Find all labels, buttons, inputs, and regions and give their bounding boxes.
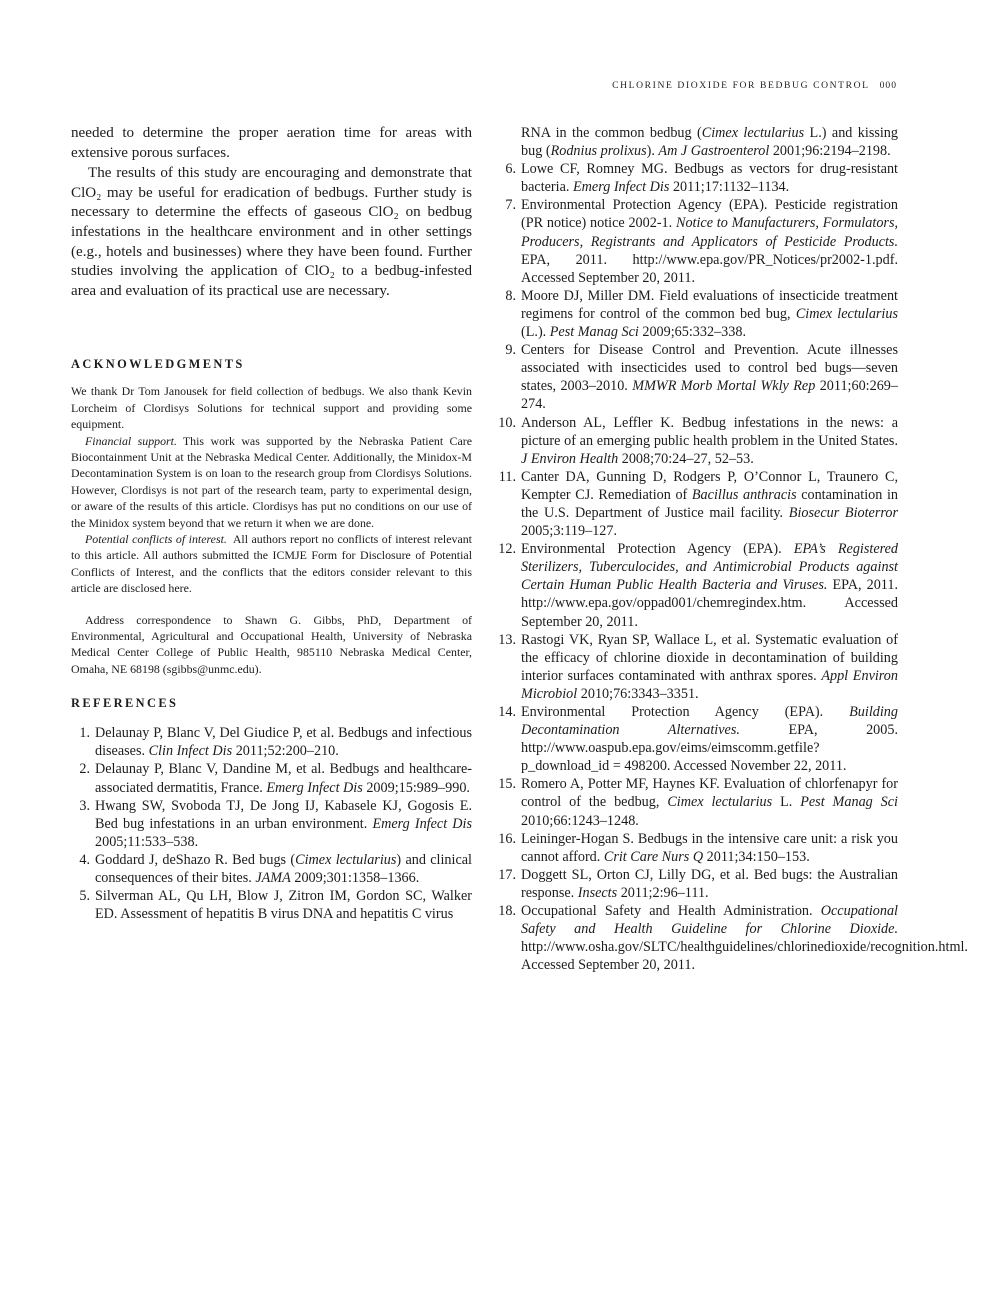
running-head <box>612 80 897 91</box>
running-title: CHLORINE DIOXIDE FOR BEDBUG CONTROL <box>612 80 870 91</box>
reference-item: 5. Silverman AL, Qu LH, Blow J, Zitron IM, Gordon SC, Walker ED. Assessment of hepatitis B virus DNA and hepatitis C virus <box>79 888 472 923</box>
body-paragraph-1: needed to determine the proper aeration time for areas with extensive porous surfaces. <box>71 125 472 161</box>
reference-item: 12. Environmental Protection Agency (EPA). EPA’s Registered Sterilizers, Tuberculocides, and Antimicrobial Products against Certain Human Public Health Bacteria and Viruses. EPA, 2011. http://www.epa.gov/oppad001/chemregindex.htm. Accessed September 20, 2011. <box>498 541 899 630</box>
reference-item: 7. Environmental Protection Agency (EPA). Pesticide registration (PR notice) notice 2002-1. Notice to Manufacturers, Formulators, Producers, Registrants and Applicators of Pesticide Products. EPA, 2011. http://www.epa.gov/PR_Notices/pr2002-1.pdf. Accessed September 20, 2011. <box>505 197 899 286</box>
conflicts-text: All authors report no conflicts of interest relevant to this article. All authors submitted the ICMJE Form for Disclosure of Potential Conflicts of Interest, and the conflicts that the editors consider relevant to this article are disclosed here. <box>71 532 472 596</box>
financial-support-text: This work was supported by the Nebraska Patient Care Biocontainment Unit at the Nebraska Medical Center. Additionally, the Minidox-M Decontamination System is on loan to the research group from Clordisys Solutions. However, Clordisys is not part of the research team, party to experimental design, or aware of the results of this article. Clordisys has put no conditions on our use of the Minidox system beyond that we return it when we are done. <box>71 433 472 530</box>
reference-item: 1. Delaunay P, Blanc V, Del Giudice P, et al. Bedbugs and infectious diseases. Clin Infect Dis 2011;52:200–210. <box>79 725 472 760</box>
reference-item: 10. Anderson AL, Leffler K. Bedbug infestations in the news: a picture of an emerging public health problem in the United States. J Environ Health 2008;70:24–27, 52–53. <box>498 414 898 467</box>
reference-list-left <box>71 724 472 923</box>
right-column <box>497 124 968 974</box>
left-column <box>71 124 472 923</box>
acknowledgments-heading: ACKNOWLEDGMENTS <box>71 357 245 372</box>
body-paragraph-2: The results of this study are encouraging and demonstrate that ClO₂ may be useful for eradication of bedbugs. Further study is necessary to determine the effects of gaseous ClO₂ on bedbug infestations in the healthcare environment and in other settings (e.g., hotels and businesses) where they have been found. Further studies involving the application of ClO₂ to a bedbug-infested area and evaluation of its practical use are necessary. <box>71 165 472 299</box>
financial-support-note <box>71 433 472 531</box>
reference-list-right <box>497 160 968 974</box>
reference-item: 3. Hwang SW, Svoboda TJ, De Jong IJ, Kabasele KJ, Gogosis E. Bed bug infestations in an urban environment. Emerg Infect Dis 2005;11:533–538. <box>79 797 472 850</box>
reference-item: 2. Delaunay P, Blanc V, Dandine M, et al. Bedbugs and healthcare-associated dermatitis, France. Emerg Infect Dis 2009;15:989–990. <box>79 761 472 796</box>
reference-continuation: RNA in the common bedbug (Cimex lectularius L.) and kissing bug (Rodnius prolixus). Am J Gastroenterol 2001;96:2194–2198. <box>521 125 898 160</box>
reference-item: 6. Lowe CF, Romney MG. Bedbugs as vectors for drug-resistant bacteria. Emerg Infect Dis 2011;17:1132–1134. <box>505 161 898 196</box>
reference-item: 4. Goddard J, deShazo R. Bed bugs (Cimex lectularius) and clinical consequences of their bites. JAMA 2009;301:1358–1366. <box>79 851 473 886</box>
reference-item: 18. Occupational Safety and Health Administration. Occupational Safety and Health Guideline for Chlorine Dioxide. http://www.osha.gov/SLTC/healthguidelines/chlorinedioxide/recognition.html. Accessed September 20, 2011. <box>498 903 968 974</box>
reference-item: 9. Centers for Disease Control and Prevention. Acute illnesses associated with insecticides used to control bed bugs—seven states, 2003–2010. MMWR Morb Mortal Wkly Rep 2011;60:269–274. <box>505 342 898 413</box>
reference-item: 8. Moore DJ, Miller DM. Field evaluations of insecticide treatment regimens for control of the common bed bug, Cimex lectularius (L.). Pest Manag Sci 2009;65:332–338. <box>505 287 898 341</box>
conflicts-label: Potential conflicts of interest. <box>85 532 227 546</box>
financial-support-label: Financial support. <box>85 433 177 448</box>
reference-item: 15. Romero A, Potter MF, Haynes KF. Evaluation of chlorfenapyr for control of the bedbug, Cimex lectularius L. Pest Manag Sci 2010;66:1243–1248. <box>498 776 899 829</box>
reference-item: 11. Canter DA, Gunning D, Rodgers P, O’Connor L, Traunero C, Kempter CJ. Remediation of Bacillus anthracis contamination in the U.S. Department of Justice mail facility. Biosecur Bioterror 2005;3:119–127. <box>498 468 898 540</box>
reference-item: 14. Environmental Protection Agency (EPA). Building Decontamination Alternatives. EPA, 2005. http://www.oaspub.epa.gov/eims/eimscomm.getfile?p_download_id = 498200. Accessed November 22, 2011. <box>498 704 899 775</box>
acknowledgments-text: We thank Dr Tom Janousek for field collection of bedbugs. We also thank Kevin Lorcheim of Clordisys Solutions for technical support and providing some equipment. <box>71 384 472 432</box>
reference-item: 13. Rastogi VK, Ryan SP, Wallace L, et al. Systematic evaluation of the efficacy of chlorine dioxide in decontamination of building interior surfaces contaminated with anthrax spores. Appl Environ Microbiol 2010;76:3343–3351. <box>498 631 898 702</box>
references-heading: REFERENCES <box>71 696 179 711</box>
reference-item: 16. Leininger-Hogan S. Bedbugs in the intensive care unit: a risk you cannot afford. Crit Care Nurs Q 2011;34:150–153. <box>498 830 898 865</box>
correspondence-address: Address correspondence to Shawn G. Gibbs, PhD, Department of Environmental, Agricultural and Occupational Health, University of Nebraska Medical Center College of Public Health, 985110 Nebraska Medical Center, Omaha, NE 68198 (sgibbs@unmc.edu). <box>71 612 472 676</box>
page-number: 000 <box>879 80 897 91</box>
reference-item: 17. Doggett SL, Orton CJ, Lilly DG, et al. Bed bugs: the Australian response. Insects 2011;2:96–111. <box>498 866 898 901</box>
conflicts-note <box>71 531 472 597</box>
